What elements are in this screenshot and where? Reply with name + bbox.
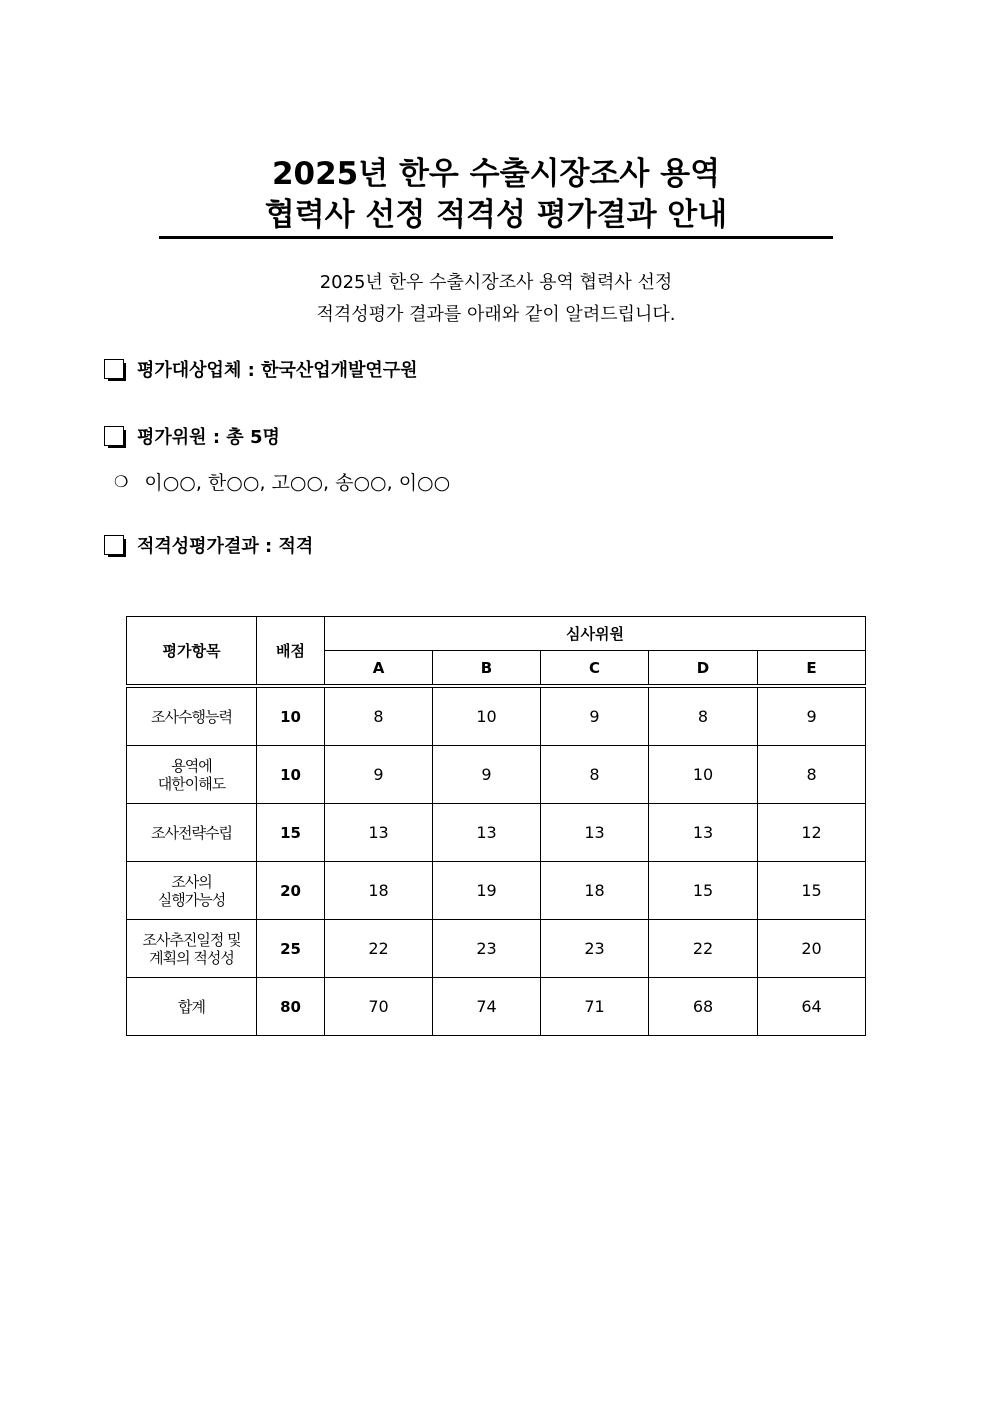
section-committee-text: 평가위원 : 총 5명 (137, 427, 280, 448)
row-item-line: 합계 (178, 997, 205, 1016)
table-row (127, 920, 866, 978)
section-result-text: 적격성평가결과 : 적격 (137, 536, 314, 557)
row-score: 8 (541, 746, 649, 804)
table-row (127, 686, 866, 746)
row-points: 15 (257, 804, 325, 862)
section-company-text: 평가대상업체 : 한국산업개발연구원 (137, 360, 418, 381)
header-reviewer-e: E (758, 651, 866, 687)
row-score: 64 (758, 978, 866, 1036)
row-score: 9 (433, 746, 541, 804)
row-score: 8 (325, 686, 433, 746)
row-score: 13 (433, 804, 541, 862)
checkbox-square-icon (104, 359, 124, 379)
row-score: 23 (433, 920, 541, 978)
row-score: 71 (541, 978, 649, 1036)
table-row (127, 862, 866, 920)
row-score: 74 (433, 978, 541, 1036)
row-score: 12 (758, 804, 866, 862)
row-points: 10 (257, 746, 325, 804)
row-score: 70 (325, 978, 433, 1036)
row-item-line: 대한이해도 (157, 774, 226, 793)
row-score: 13 (325, 804, 433, 862)
header-reviewer-a: A (325, 651, 433, 687)
row-points: 20 (257, 862, 325, 920)
row-item-line: 조사의 (171, 872, 212, 891)
intro-line-2: 적격성평가 결과를 아래와 같이 알려드립니다. (316, 304, 676, 325)
row-item (127, 686, 257, 746)
row-item-line: 조사전략수립 (151, 823, 232, 842)
circle-bullet-icon: ❍ (114, 472, 129, 491)
header-reviewer-d: D (649, 651, 758, 687)
checkbox-square-icon (104, 535, 124, 555)
row-score: 9 (541, 686, 649, 746)
header-points: 배점 (257, 617, 325, 687)
row-score: 19 (433, 862, 541, 920)
row-score: 15 (758, 862, 866, 920)
committee-members-text: 이○○, 한○○, 고○○, 송○○, 이○○ (144, 472, 451, 494)
section-result (104, 532, 313, 558)
evaluation-table (126, 616, 866, 1036)
row-item (127, 862, 257, 920)
checkbox-square-icon (104, 426, 124, 446)
row-item (127, 804, 257, 862)
table-header-row-1 (127, 617, 866, 651)
row-item-line: 조사추진일정 및 (142, 930, 241, 949)
row-score: 8 (758, 746, 866, 804)
document-title-line-1: 2025년 한우 수출시장조사 용역 (271, 156, 721, 192)
header-reviewer-b: B (433, 651, 541, 687)
row-score: 23 (541, 920, 649, 978)
row-score: 13 (649, 804, 758, 862)
row-item-line: 계획의 적성성 (149, 948, 234, 967)
row-item-line: 용역에 (171, 756, 212, 775)
row-score: 15 (649, 862, 758, 920)
row-score: 9 (758, 686, 866, 746)
table-row (127, 746, 866, 804)
row-score: 22 (325, 920, 433, 978)
header-item: 평가항목 (127, 617, 257, 687)
document-title-line-2: 협력사 선정 적격성 평가결과 안내 (264, 197, 728, 233)
row-score: 10 (649, 746, 758, 804)
section-company (104, 356, 418, 382)
row-item (127, 746, 257, 804)
title-underline (159, 236, 833, 239)
committee-members (114, 468, 450, 495)
row-item (127, 978, 257, 1036)
row-score: 10 (433, 686, 541, 746)
row-score: 18 (541, 862, 649, 920)
row-score: 22 (649, 920, 758, 978)
row-score: 9 (325, 746, 433, 804)
row-score: 18 (325, 862, 433, 920)
intro-line-1: 2025년 한우 수출시장조사 용역 협력사 선정 (319, 272, 673, 293)
row-points: 10 (257, 686, 325, 746)
row-item-line: 실행가능성 (157, 890, 226, 909)
header-reviewer-c: C (541, 651, 649, 687)
table-row (127, 804, 866, 862)
row-points: 25 (257, 920, 325, 978)
row-item (127, 920, 257, 978)
section-committee (104, 423, 280, 449)
row-item-line: 조사수행능력 (151, 707, 232, 726)
row-score: 20 (758, 920, 866, 978)
row-score: 8 (649, 686, 758, 746)
row-points: 80 (257, 978, 325, 1036)
row-score: 68 (649, 978, 758, 1036)
row-score: 13 (541, 804, 649, 862)
table-row (127, 978, 866, 1036)
header-reviewers: 심사위원 (325, 617, 866, 651)
